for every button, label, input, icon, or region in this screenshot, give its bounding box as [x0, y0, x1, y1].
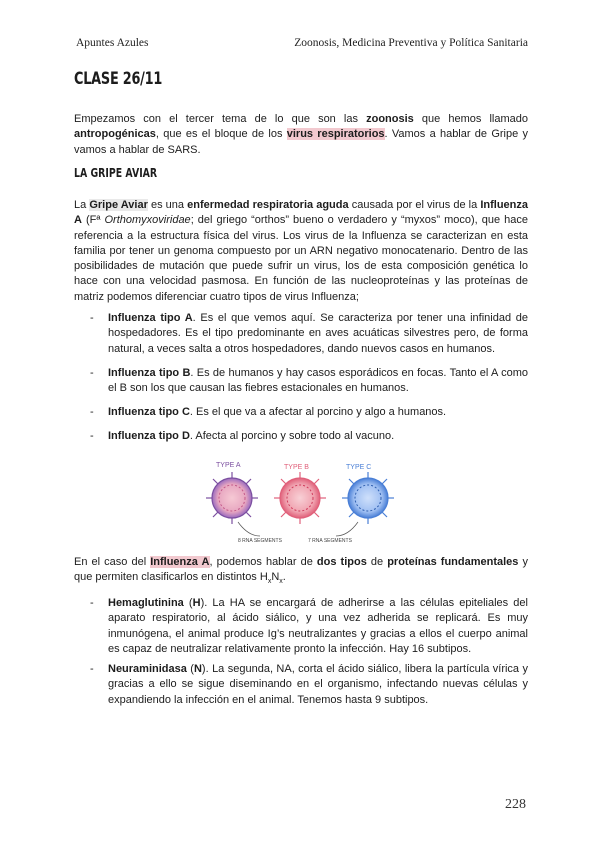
- list-item-type-d: - Influenza tipo D. Afecta al porcino y sobre todo al vacuno.: [90, 429, 528, 444]
- segment-arrow-left: [238, 522, 260, 536]
- type-b-label: TYPE B: [284, 464, 309, 471]
- bullet-dash: -: [90, 430, 94, 442]
- intro-highlight-virus: virus respiratorios: [286, 128, 385, 141]
- protein-code: H: [192, 597, 201, 609]
- caso-highlight-influenza: Influenza A: [150, 556, 210, 568]
- intro-paragraph: Empezamos con el tercer tema de lo que son las zoonosis que hemos llamado antropogénicas, que es el bloque de los virus respiratorios. Vamos a hablar de Gripe y vamos a hablar de SARS.: [74, 113, 528, 156]
- list-item-neuraminidasa: - Neuraminidasa (N). La segunda, NA, corta el ácido siálico, libera la partícula vírica y gracias a ello se sigue diseminando en el organismo, infectando nuevas células y expandiendo la infección en el animal. Tenemos hasta 9 subtipos.: [90, 663, 528, 706]
- bullet-dash: -: [90, 406, 94, 418]
- list-item-type-a: - Influenza tipo A. Es el que vemos aquí. Se caracteriza por tener una infinidad de hospedadores. Es el tipo predominante en aves acuáticas silvestres pero, de forma natural, a veces salta a otros hospedadores, dando nuevos casos en humanos.: [90, 312, 528, 355]
- bullet-dash: -: [90, 367, 94, 379]
- page-title: CLASE 26/11: [74, 69, 163, 88]
- page-number: 228: [505, 797, 526, 812]
- protein-label: Neuraminidasa: [108, 663, 187, 675]
- intro-bold-antropogenicas: antropogénicas: [74, 128, 156, 141]
- caso-bold-proteinas: proteínas fundamentales: [387, 556, 519, 568]
- caso-paragraph: En el caso del Influenza A, podemos hablar de dos tipos de proteínas fundamentales y que permiten clasificarlos en distintos $H_xN_x$.: [74, 556, 528, 586]
- gripe-bold-term: Gripe Aviar: [89, 199, 148, 211]
- header-right: Zoonosis, Medicina Preventiva y Política Sanitaria: [294, 37, 528, 49]
- type-label: Influenza tipo C: [108, 406, 190, 418]
- gripe-paragraph: La Gripe Aviar es una enfermedad respiratoria aguda causada por el virus de la Influenza A (Fª Orthomyxoviridae; del griego “orthos” bueno o verdadero y “myxos” moco), que hace referencia a la estructura física del virus. Los virus de la Influenza se caracterizan en esta familia por tener un genoma compuesto por un ARN negativo monocatenario. Dentro de las posibilidades de mutación que puede sufrir un virus, los de esta composición genética lo hace con una velocidad pasmosa. En función de las nucleoproteínas y las proteínas de matriz podemos diferenciar cuatro tipos de virus Influenza;: [74, 199, 529, 303]
- protein-code: N: [193, 663, 202, 675]
- header-left: Apuntes Azules: [76, 37, 149, 49]
- segments-8-label: 8 RNA SEGMENTS: [238, 538, 282, 544]
- virus-type-a: [206, 472, 258, 524]
- type-label: Influenza tipo B: [108, 367, 191, 379]
- type-c-label: TYPE C: [346, 464, 372, 471]
- gripe-italic-family: Orthomyxoviridae: [104, 214, 191, 227]
- gripe-bold-disease: enfermedad respiratoria aguda: [187, 199, 349, 211]
- list-item-type-c: - Influenza tipo C. Es el que va a afectar al porcino y algo a humanos.: [90, 405, 528, 420]
- gripe-bold-influenza: Influenza A: [74, 199, 529, 227]
- virus-type-b: [274, 472, 326, 524]
- virus-type-c: [342, 472, 394, 524]
- intro-bold-zoonosis: zoonosis: [366, 113, 414, 125]
- type-label: Influenza tipo D: [108, 430, 190, 442]
- bullet-dash: -: [90, 597, 94, 609]
- type-label: Influenza tipo A: [108, 312, 193, 324]
- influenza-types-figure: [198, 456, 402, 546]
- bullet-dash: -: [90, 663, 94, 675]
- list-item-type-b: - Influenza tipo B. Es de humanos y hay casos esporádicos en focas. Tanto el A como el B son los que causan las fiebres estacionales en humanos.: [90, 367, 528, 395]
- segment-arrow-right: [336, 522, 358, 536]
- segments-7-label: 7 RNA SEGMENTS: [308, 538, 352, 544]
- bullet-dash: -: [90, 312, 94, 324]
- section-title: LA GRIPE AVIAR: [74, 166, 158, 180]
- caso-bold-dos-tipos: dos tipos: [316, 556, 367, 568]
- protein-label: Hemaglutinina: [108, 597, 184, 609]
- list-item-hemaglutinina: - Hemaglutinina (H). La HA se encargará de adherirse a las células epiteliales del aparato respiratorio, al ácido siálico, y una vez adherida se replicará. Es muy inmunógena, el animal produce Ig’s neutralizantes y gracias a ellos el cuerpo animal es capaz de neutralizar relativamente pronto la infección. Hay 16 subtipos.: [90, 597, 528, 655]
- type-a-label: TYPE A: [216, 462, 241, 469]
